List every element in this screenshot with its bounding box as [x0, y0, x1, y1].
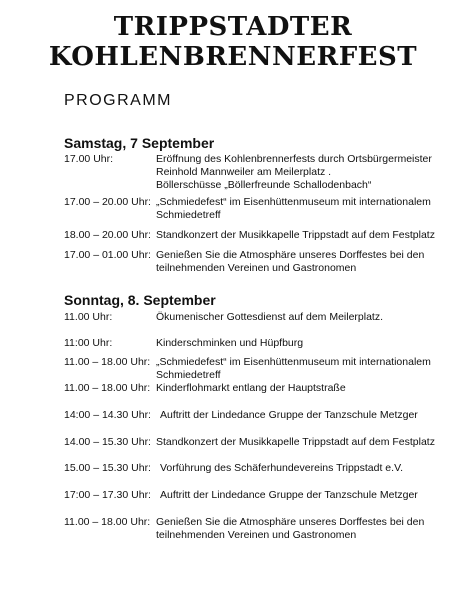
event-description — [160, 489, 460, 502]
event-time: 17.00 Uhr: — [64, 153, 114, 165]
title-line-1: TRIPPSTADTER — [113, 12, 353, 42]
title-line-2: KOHLENBRENNERFEST — [48, 42, 418, 72]
section-label: PROGRAMM — [64, 92, 172, 109]
event-line: teilnehmenden Vereinen und Gastronomen — [156, 262, 357, 274]
event-time: 14:00 – 14.30 Uhr: — [64, 409, 151, 421]
event-line: Böllerschüsse „Böllerfreunde Schallodenbach“ — [156, 179, 372, 191]
event-line: Ökumenischer Gottesdienst auf dem Meilerplatz. — [156, 311, 384, 323]
event-line: Genießen Sie die Atmosphäre unseres Dorffestes bei den — [156, 249, 425, 261]
event-line: Reinhold Mannweiler am Meilerplatz . — [156, 166, 332, 178]
event-description — [156, 153, 456, 192]
event-line: Auftritt der Lindedance Gruppe der Tanzschule Metzger — [160, 489, 418, 501]
event-time: 11:00 Uhr: — [64, 337, 113, 349]
event-line: „Schmiedefest“ im Eisenhüttenmuseum mit internationalem — [156, 196, 431, 208]
event-time: 14.00 – 15.30 Uhr: — [64, 436, 151, 448]
event-description — [156, 196, 456, 222]
event-line: Schmiedetreff — [156, 369, 221, 381]
event-description — [156, 516, 456, 542]
event-line: Schmiedetreff — [156, 209, 221, 221]
event-time: 17.00 – 20.00 Uhr: — [64, 196, 151, 208]
day-heading-sunday: Sonntag, 8. September — [64, 292, 216, 308]
event-time: 18.00 – 20.00 Uhr: — [64, 229, 151, 241]
event-time: 11.00 – 18.00 Uhr: — [64, 356, 151, 368]
event-line: Vorführung des Schäferhundevereins Trippstadt e.V. — [160, 462, 404, 474]
event-line: Kinderschminken und Hüpfburg — [156, 337, 304, 349]
event-description — [156, 311, 456, 324]
event-description — [156, 249, 456, 275]
event-time: 17.00 – 01.00 Uhr: — [64, 249, 151, 261]
event-line: Genießen Sie die Atmosphäre unseres Dorffestes bei den — [156, 516, 425, 528]
event-description — [156, 229, 456, 242]
event-line: teilnehmenden Vereinen und Gastronomen — [156, 529, 357, 541]
event-description — [156, 356, 456, 382]
event-line: Standkonzert der Musikkapelle Trippstadt auf dem Festplatz — [156, 436, 435, 448]
event-line: „Schmiedefest“ im Eisenhüttenmuseum mit internationalem — [156, 356, 431, 368]
event-time: 17:00 – 17.30 Uhr: — [64, 489, 151, 501]
event-description — [156, 337, 456, 350]
event-description — [156, 436, 456, 449]
event-time: 15.00 – 15.30 Uhr: — [64, 462, 151, 474]
event-description — [160, 409, 460, 422]
event-description — [160, 462, 460, 475]
event-time: 11.00 Uhr: — [64, 311, 113, 323]
day-heading-saturday: Samstag, 7 September — [64, 135, 215, 151]
event-line: Standkonzert der Musikkapelle Trippstadt auf dem Festplatz — [156, 229, 435, 241]
event-line: Kinderflohmarkt entlang der Hauptstraße — [156, 382, 346, 394]
event-time: 11.00 – 18.00 Uhr: — [64, 382, 151, 394]
event-line: Auftritt der Lindedance Gruppe der Tanzschule Metzger — [160, 409, 418, 421]
event-line: Eröffnung des Kohlenbrennerfests durch Ortsbürgermeister — [156, 153, 432, 165]
event-description — [156, 382, 456, 395]
event-time: 11.00 – 18.00 Uhr: — [64, 516, 151, 528]
